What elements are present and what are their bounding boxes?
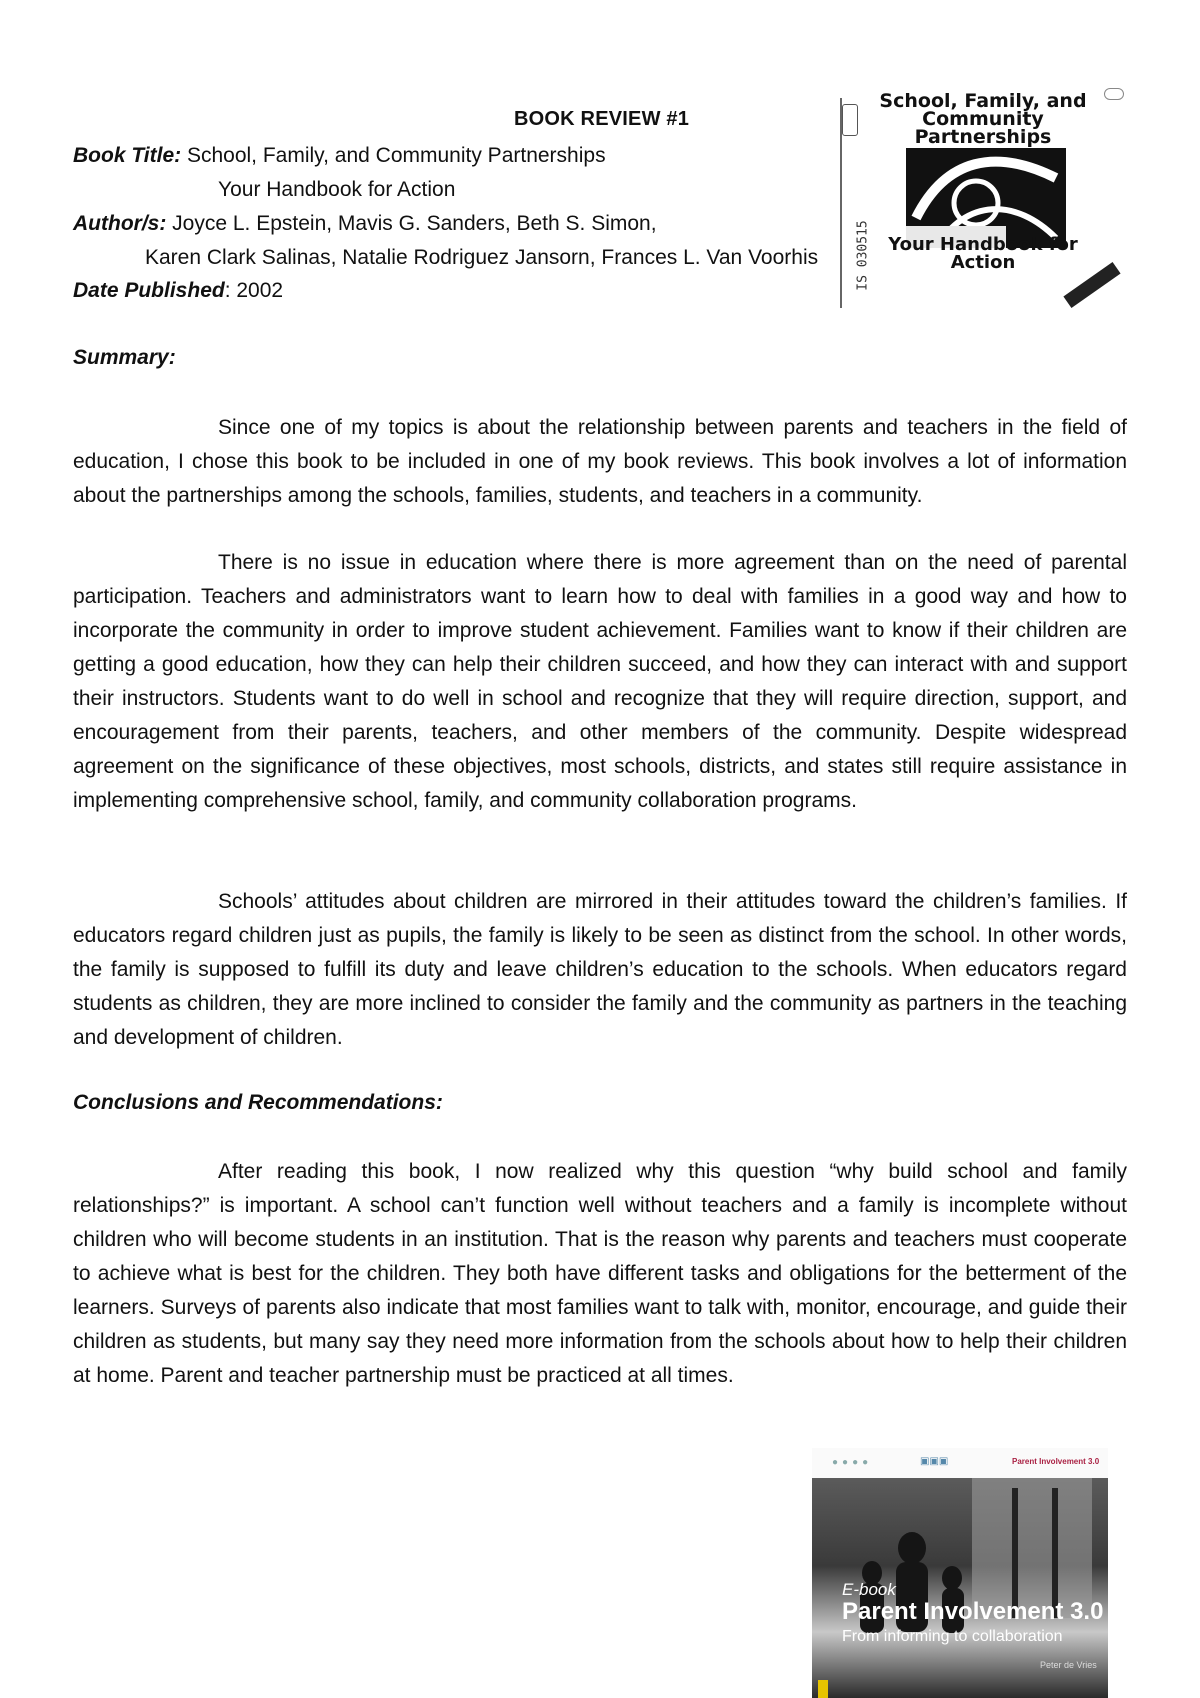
publisher-logo-icon xyxy=(818,1680,828,1698)
date-published-value: : 2002 xyxy=(224,279,284,302)
spine-tag-icon xyxy=(842,104,858,136)
page-title: BOOK REVIEW #1 xyxy=(514,108,690,130)
date-published-line xyxy=(73,276,283,306)
cover-title: School, Family, and Community Partnerships xyxy=(879,90,1087,148)
cover-subtitle: Your Handbook for Action xyxy=(888,234,1078,273)
dots-icon: ●●●● xyxy=(832,1457,873,1468)
authors-value-2: Karen Clark Salinas, Natalie Rodriguez Jansorn, Frances L. Van Voorhis xyxy=(145,246,819,269)
conclusions-heading: Conclusions and Recommendations: xyxy=(73,1091,443,1114)
ebook-subtitle: From informing to collaboration xyxy=(842,1628,1063,1645)
ebook-cover-image xyxy=(812,1448,1108,1698)
ebook-topbar xyxy=(812,1448,1108,1478)
summary-heading: Summary: xyxy=(73,346,176,369)
ebook-title: Parent Involvement 3.0 xyxy=(842,1598,1104,1625)
ebook-author: Peter de Vries xyxy=(1040,1660,1097,1670)
book-title-line xyxy=(73,141,606,171)
conclusions-paragraph: After reading this book, I now realized why this question “why build school and family relationships?” is important. A school can’t function well without teachers and a family is incomplete without children who will become students in an institution. That is the reason why parents and teachers must cooperate to achieve what is best for the children. They both have different tasks and obligations for the betterment of the learners. Surveys of parents also indicate that most families want to talk with, monitor, encourage, and guide their children as students, but many say they need more information from the schools about how to help their children at home. Parent and teacher partnership must be practiced at all times. xyxy=(73,1160,1127,1387)
authors-line xyxy=(73,209,657,239)
abstract-art-icon xyxy=(906,148,1066,248)
summary-paragraph-3: Schools’ attitudes about children are mirrored in their attitudes toward the children’s families. If educators regard children just as pupils, the family is likely to be seen as distinct from the school. In other words, the family is supposed to fulfill its duty and leave children’s education to the schools. When educators regard students as children, they are more inclined to consider the family and the community as partners in the teaching and development of children. xyxy=(73,890,1127,1049)
social-icons: ▣▣▣ xyxy=(920,1456,949,1467)
authors-value-1: Joyce L. Epstein, Mavis G. Sanders, Beth S. Simon, xyxy=(172,212,657,235)
date-published-label: Date Published xyxy=(73,279,225,302)
spine-number: IS 030515 xyxy=(855,220,871,291)
book-subtitle-value: Your Handbook for Action xyxy=(218,178,456,201)
book-cover-image xyxy=(840,88,1130,313)
authors-label: Author/s: xyxy=(73,212,167,235)
spine-icon xyxy=(840,98,871,308)
ebook-label: E-book xyxy=(842,1580,896,1599)
book-title-value: School, Family, and Community Partnerships xyxy=(186,144,606,167)
summary-paragraph-1: Since one of my topics is about the relationship between parents and teachers in the field of education, I chose this book to be included in one of my book reviews. This book involves a lot of information about the partnerships among the schools, families, students, and teachers in a community. xyxy=(73,416,1127,507)
clip-icon xyxy=(1104,88,1124,100)
book-title-label: Book Title: xyxy=(73,144,182,167)
summary-paragraph-2: There is no issue in education where there is more agreement than on the need of parental participation. Teachers and administrators want to learn how to deal with families in a good way and how to incorporate the community in order to improve student achievement. Families want to know if their children are getting a good education, how they can help their children succeed, and how they can interact with and support their instructors. Students want to do well in school and recognize that they will require direction, support, and encouragement from their parents, teachers, and other members of the community. Despite widespread agreement on the significance of these objectives, most schools, districts, and states still require assistance in implementing comprehensive school, family, and community collaboration programs. xyxy=(73,551,1127,812)
ebook-tag: Parent Involvement 3.0 xyxy=(1012,1457,1100,1466)
